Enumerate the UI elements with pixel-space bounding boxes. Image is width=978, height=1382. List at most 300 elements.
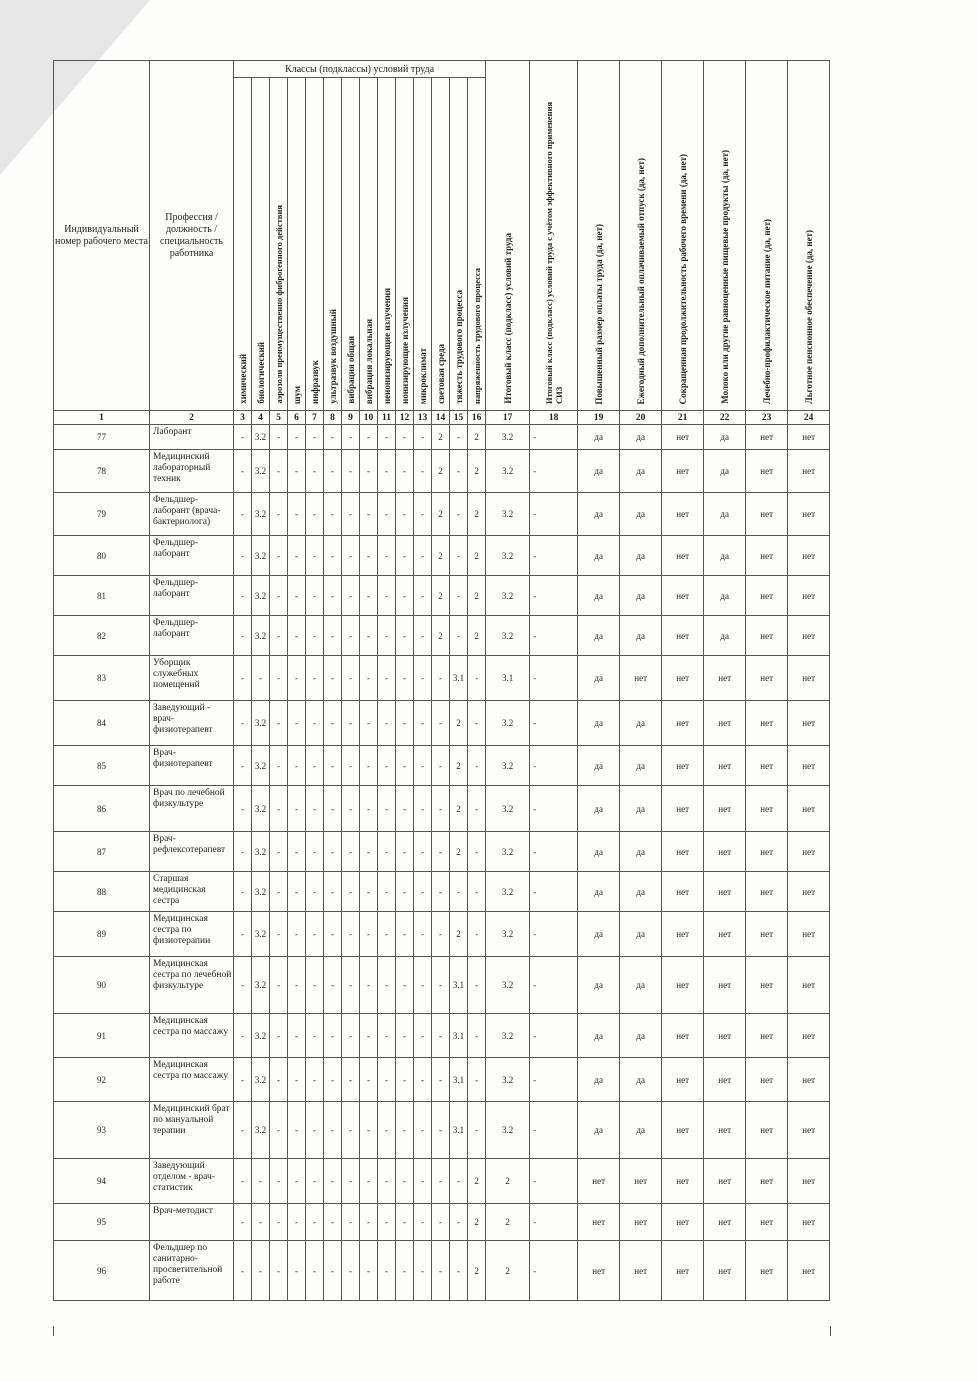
guarantee-cell: нет — [788, 616, 830, 656]
factor-cell: - — [414, 1102, 432, 1159]
factor-cell: - — [342, 957, 360, 1014]
guarantee-cell: да — [620, 786, 662, 832]
guarantee-cell: нет — [704, 656, 746, 701]
factor-cell: - — [342, 1241, 360, 1301]
guarantee-cell: нет — [746, 1159, 788, 1204]
guarantee-cell: нет — [746, 616, 788, 656]
profession-cell: Фельдшер по санитарно-просветительной работе — [150, 1241, 234, 1301]
factor-cell: - — [468, 656, 486, 701]
factor-cell: - — [396, 957, 414, 1014]
factor-cell: - — [324, 450, 342, 493]
guarantee-cell: нет — [578, 1204, 620, 1241]
guarantee-cell: да — [578, 425, 620, 450]
guarantee-cell: нет — [746, 536, 788, 576]
factor-cell: - — [306, 701, 324, 746]
guarantee-cell: нет — [788, 576, 830, 616]
factor-cell: - — [288, 1204, 306, 1241]
column-number: 4 — [252, 411, 270, 425]
table-row — [54, 786, 830, 832]
table-row — [54, 746, 830, 786]
header-workplace-number: Индивидуальный номер рабочего места — [54, 61, 150, 411]
factor-cell: - — [468, 746, 486, 786]
factor-cell: - — [288, 576, 306, 616]
factor-cell: - — [450, 1159, 468, 1204]
factor-cell: - — [306, 1241, 324, 1301]
factor-cell: - — [414, 536, 432, 576]
guarantee-cell: нет — [662, 786, 704, 832]
guarantee-cell: нет — [662, 1014, 704, 1058]
table-row — [54, 912, 830, 957]
factor-cell: - — [414, 701, 432, 746]
final-class-siz-cell: - — [530, 493, 578, 536]
final-class-cell: 3.1 — [486, 656, 530, 701]
guarantee-cell: нет — [662, 493, 704, 536]
guarantee-cell: нет — [662, 616, 704, 656]
factor-cell: - — [288, 425, 306, 450]
factor-cell: - — [234, 450, 252, 493]
factor-cell: - — [396, 1241, 414, 1301]
factor-cell: - — [324, 746, 342, 786]
factor-cell: - — [270, 701, 288, 746]
factor-cell: 2 — [468, 616, 486, 656]
factor-cell: - — [360, 656, 378, 701]
factor-cell: - — [342, 1204, 360, 1241]
factor-cell: - — [306, 536, 324, 576]
profession-cell: Медицинская сестра по лечебной физкультуре — [150, 957, 234, 1014]
table-row — [54, 1241, 830, 1301]
factor-cell: - — [360, 536, 378, 576]
guarantee-cell: да — [704, 536, 746, 576]
factor-cell: - — [234, 832, 252, 872]
factor-cell: - — [306, 1204, 324, 1241]
factor-cell: - — [396, 872, 414, 912]
guarantee-cell: да — [578, 746, 620, 786]
guarantee-cell: нет — [578, 1241, 620, 1301]
guarantee-cell: нет — [662, 701, 704, 746]
factor-cell: - — [468, 1102, 486, 1159]
table-row — [54, 1159, 830, 1204]
profession-cell: Медицинская сестра по массажу — [150, 1058, 234, 1102]
final-class-siz-cell: - — [530, 1058, 578, 1102]
guarantee-cell: да — [620, 872, 662, 912]
factor-cell: - — [450, 1241, 468, 1301]
guarantee-cell: нет — [788, 493, 830, 536]
factor-cell: - — [306, 1014, 324, 1058]
guarantee-cell: да — [620, 493, 662, 536]
factor-cell: 3.2 — [252, 701, 270, 746]
guarantee-cell: нет — [704, 1014, 746, 1058]
guarantee-cell: да — [578, 786, 620, 832]
factor-cell: - — [270, 912, 288, 957]
factor-cell: - — [360, 786, 378, 832]
factor-cell: - — [342, 1058, 360, 1102]
factor-cell: - — [378, 656, 396, 701]
factor-cell: 3.2 — [252, 616, 270, 656]
guarantee-cell: нет — [788, 1159, 830, 1204]
factor-cell: 3.2 — [252, 450, 270, 493]
factor-cell: - — [270, 1102, 288, 1159]
workplace-number: 95 — [54, 1204, 150, 1241]
final-class-cell: 2 — [486, 1241, 530, 1301]
guarantee-cell: да — [578, 912, 620, 957]
factor-cell: - — [234, 1014, 252, 1058]
table-row — [54, 1102, 830, 1159]
factor-cell: - — [414, 832, 432, 872]
profession-cell: Лаборант — [150, 425, 234, 450]
final-class-siz-cell: - — [530, 832, 578, 872]
factor-cell: - — [270, 1241, 288, 1301]
profession-cell: Заведующий отделом - врач-статистик — [150, 1159, 234, 1204]
factor-cell: - — [306, 493, 324, 536]
profession-cell: Уборщик служебных помещений — [150, 656, 234, 701]
factor-cell: - — [234, 957, 252, 1014]
factor-cell: 2 — [468, 1241, 486, 1301]
guarantee-cell: нет — [788, 912, 830, 957]
final-class-cell: 3.2 — [486, 1102, 530, 1159]
factor-cell: - — [324, 912, 342, 957]
factor-cell: - — [234, 1102, 252, 1159]
profession-cell: Врач-методист — [150, 1204, 234, 1241]
guarantee-cell: нет — [662, 1102, 704, 1159]
profession-cell: Фельдшер-лаборант (врача-бактериолога) — [150, 493, 234, 536]
factor-cell: 3.2 — [252, 872, 270, 912]
factor-cell: - — [414, 576, 432, 616]
column-number: 17 — [486, 411, 530, 425]
guarantee-cell: нет — [746, 1014, 788, 1058]
guarantee-cell: да — [578, 701, 620, 746]
header-factor-10: вибрация локальная — [360, 78, 378, 411]
profession-cell: Старшая медицинская сестра — [150, 872, 234, 912]
guarantee-cell: нет — [704, 1241, 746, 1301]
guarantee-cell: нет — [704, 832, 746, 872]
guarantee-cell: да — [620, 576, 662, 616]
guarantee-cell: да — [578, 656, 620, 701]
factor-cell: - — [414, 1241, 432, 1301]
guarantee-cell: нет — [746, 746, 788, 786]
factor-cell: - — [288, 701, 306, 746]
factor-cell: - — [360, 425, 378, 450]
final-class-cell: 2 — [486, 1204, 530, 1241]
guarantee-cell: нет — [746, 1241, 788, 1301]
guarantee-cell: нет — [662, 656, 704, 701]
table-row — [54, 832, 830, 872]
factor-cell: 3.2 — [252, 576, 270, 616]
factor-cell: 2 — [432, 493, 450, 536]
workplace-number: 88 — [54, 872, 150, 912]
factor-cell: - — [270, 786, 288, 832]
factor-cell: - — [306, 656, 324, 701]
factor-cell: - — [360, 832, 378, 872]
guarantee-cell: да — [620, 1014, 662, 1058]
final-class-cell: 2 — [486, 1159, 530, 1204]
factor-cell: - — [288, 493, 306, 536]
workplace-number: 93 — [54, 1102, 150, 1159]
guarantee-cell: нет — [662, 832, 704, 872]
factor-cell: - — [342, 1102, 360, 1159]
factor-cell: - — [378, 1159, 396, 1204]
column-number: 16 — [468, 411, 486, 425]
profession-cell: Фельдшер-лаборант — [150, 536, 234, 576]
guarantee-cell: да — [578, 616, 620, 656]
guarantee-cell: нет — [704, 957, 746, 1014]
final-class-cell: 3.2 — [486, 746, 530, 786]
header-profession: Профессия / должность / специальность работника — [150, 61, 234, 411]
guarantee-cell: нет — [788, 536, 830, 576]
factor-cell: - — [360, 1159, 378, 1204]
header-reduced-hours: Сокращенная продолжительность рабочего времени (да, нет) — [662, 61, 704, 411]
column-number: 11 — [378, 411, 396, 425]
factor-cell: - — [324, 1102, 342, 1159]
factor-cell: - — [324, 786, 342, 832]
final-class-siz-cell: - — [530, 425, 578, 450]
factor-cell: 2 — [450, 701, 468, 746]
factor-cell: 3.2 — [252, 493, 270, 536]
factor-cell: - — [234, 1204, 252, 1241]
factor-cell: - — [342, 872, 360, 912]
factor-cell: - — [396, 1058, 414, 1102]
table-continuation — [53, 1326, 831, 1336]
factor-cell: - — [378, 746, 396, 786]
factor-cell: 2 — [468, 1204, 486, 1241]
workplace-number: 94 — [54, 1159, 150, 1204]
factor-cell: - — [378, 576, 396, 616]
factor-cell: 3.2 — [252, 1102, 270, 1159]
final-class-siz-cell: - — [530, 1241, 578, 1301]
workplace-number: 92 — [54, 1058, 150, 1102]
factor-cell: - — [414, 746, 432, 786]
final-class-cell: 3.2 — [486, 912, 530, 957]
table-row — [54, 656, 830, 701]
factor-cell: 3.2 — [252, 1014, 270, 1058]
final-class-cell: 3.2 — [486, 425, 530, 450]
guarantee-cell: да — [620, 616, 662, 656]
factor-cell: - — [396, 1204, 414, 1241]
guarantee-cell: нет — [746, 832, 788, 872]
factor-cell: - — [270, 1058, 288, 1102]
column-number: 19 — [578, 411, 620, 425]
guarantee-cell: нет — [788, 701, 830, 746]
final-class-siz-cell: - — [530, 746, 578, 786]
factor-cell: 3.1 — [450, 656, 468, 701]
factor-cell: - — [378, 872, 396, 912]
factor-cell: - — [288, 1058, 306, 1102]
guarantee-cell: нет — [662, 536, 704, 576]
factor-cell: 3.2 — [252, 1058, 270, 1102]
factor-cell: - — [414, 1204, 432, 1241]
factor-cell: - — [342, 576, 360, 616]
guarantee-cell: нет — [788, 832, 830, 872]
header-final-class: Итоговый класс (подкласс) условий труда — [486, 61, 530, 411]
workplace-number: 85 — [54, 746, 150, 786]
header-factor-9: вибрация общая — [342, 78, 360, 411]
factor-cell: 3.2 — [252, 746, 270, 786]
guarantee-cell: нет — [704, 701, 746, 746]
final-class-siz-cell: - — [530, 656, 578, 701]
column-number: 13 — [414, 411, 432, 425]
factor-cell: - — [234, 616, 252, 656]
guarantee-cell: нет — [746, 576, 788, 616]
guarantee-cell: нет — [746, 656, 788, 701]
factor-cell: - — [450, 536, 468, 576]
final-class-siz-cell: - — [530, 701, 578, 746]
factor-cell: - — [342, 746, 360, 786]
workplace-number: 91 — [54, 1014, 150, 1058]
factor-cell: 2 — [468, 576, 486, 616]
factor-cell: 2 — [432, 450, 450, 493]
guarantee-cell: нет — [788, 425, 830, 450]
guarantee-cell: нет — [788, 1102, 830, 1159]
header-factor-8: ультразвук воздушный — [324, 78, 342, 411]
factor-cell: - — [360, 701, 378, 746]
factor-cell: 3.1 — [450, 1058, 468, 1102]
factor-cell: - — [288, 786, 306, 832]
factor-cell: - — [468, 832, 486, 872]
factor-cell: - — [306, 616, 324, 656]
guarantee-cell: нет — [662, 425, 704, 450]
factor-cell: - — [306, 912, 324, 957]
factor-cell: 3.1 — [450, 957, 468, 1014]
factor-cell: - — [324, 1159, 342, 1204]
factor-cell: - — [360, 912, 378, 957]
factor-cell: - — [468, 872, 486, 912]
factor-cell: - — [396, 616, 414, 656]
factor-cell: - — [414, 425, 432, 450]
factor-cell: - — [378, 1058, 396, 1102]
header-factor-15: тяжесть трудового процесса — [450, 78, 468, 411]
profession-cell: Медицинская сестра по массажу — [150, 1014, 234, 1058]
factor-cell: - — [342, 1014, 360, 1058]
factor-cell: - — [324, 1204, 342, 1241]
final-class-siz-cell: - — [530, 1204, 578, 1241]
column-number: 18 — [530, 411, 578, 425]
factor-cell: - — [324, 1058, 342, 1102]
header-pension: Льготное пенсионное обеспечение (да, нет) — [788, 61, 830, 411]
factor-cell: - — [414, 912, 432, 957]
final-class-cell: 3.2 — [486, 957, 530, 1014]
final-class-cell: 3.2 — [486, 450, 530, 493]
column-number: 22 — [704, 411, 746, 425]
profession-cell: Медицинский лабораторный техник — [150, 450, 234, 493]
factor-cell: - — [324, 832, 342, 872]
factor-cell: - — [468, 912, 486, 957]
guarantee-cell: нет — [620, 1159, 662, 1204]
guarantee-cell: да — [578, 576, 620, 616]
final-class-siz-cell: - — [530, 450, 578, 493]
factor-cell: - — [270, 1159, 288, 1204]
profession-cell: Врач по лечебной физкультуре — [150, 786, 234, 832]
header-milk: Молоко или другие равноценные пищевые продукты (да, нет) — [704, 61, 746, 411]
factor-cell: - — [414, 957, 432, 1014]
factor-cell: - — [234, 1058, 252, 1102]
factor-cell: - — [252, 656, 270, 701]
final-class-siz-cell: - — [530, 912, 578, 957]
factor-cell: - — [396, 786, 414, 832]
factor-cell: 2 — [468, 493, 486, 536]
table-row — [54, 872, 830, 912]
column-number: 10 — [360, 411, 378, 425]
factor-cell: - — [342, 425, 360, 450]
factor-cell: - — [306, 957, 324, 1014]
guarantee-cell: нет — [662, 1204, 704, 1241]
factor-cell: - — [450, 616, 468, 656]
column-number: 3 — [234, 411, 252, 425]
guarantee-cell: нет — [704, 1159, 746, 1204]
factor-cell: - — [234, 536, 252, 576]
column-number: 12 — [396, 411, 414, 425]
factor-cell: - — [450, 493, 468, 536]
guarantee-cell: нет — [704, 786, 746, 832]
factor-cell: - — [306, 1058, 324, 1102]
factor-cell: - — [288, 1102, 306, 1159]
factor-cell: - — [378, 616, 396, 656]
factor-cell: - — [252, 1159, 270, 1204]
guarantee-cell: да — [578, 957, 620, 1014]
guarantee-cell: нет — [788, 450, 830, 493]
factor-cell: - — [414, 450, 432, 493]
guarantee-cell: нет — [620, 656, 662, 701]
factor-cell: - — [432, 1241, 450, 1301]
factor-cell: - — [342, 493, 360, 536]
factor-cell: - — [324, 872, 342, 912]
guarantee-cell: нет — [746, 1102, 788, 1159]
factor-cell: 2 — [450, 786, 468, 832]
profession-cell: Фельдшер-лаборант — [150, 576, 234, 616]
column-number: 20 — [620, 411, 662, 425]
factor-cell: - — [378, 536, 396, 576]
factor-cell: - — [450, 450, 468, 493]
factor-cell: - — [324, 1241, 342, 1301]
final-class-cell: 3.2 — [486, 493, 530, 536]
workplace-number: 77 — [54, 425, 150, 450]
factor-cell: - — [234, 701, 252, 746]
factor-cell: - — [306, 786, 324, 832]
factor-cell: - — [234, 576, 252, 616]
factor-cell: - — [342, 832, 360, 872]
factor-cell: - — [414, 1058, 432, 1102]
factor-cell: - — [270, 576, 288, 616]
factor-cell: - — [288, 1014, 306, 1058]
column-number: 23 — [746, 411, 788, 425]
guarantee-cell: нет — [704, 1102, 746, 1159]
guarantee-cell: нет — [746, 1058, 788, 1102]
factor-cell: - — [378, 493, 396, 536]
final-class-cell: 3.2 — [486, 872, 530, 912]
factor-cell: - — [378, 450, 396, 493]
profession-cell: Медицинский брат по мануальной терапии — [150, 1102, 234, 1159]
factor-cell: - — [360, 1102, 378, 1159]
workplace-number: 89 — [54, 912, 150, 957]
factor-cell: - — [432, 701, 450, 746]
guarantee-cell: нет — [662, 957, 704, 1014]
factor-cell: - — [414, 872, 432, 912]
factor-cell: - — [414, 656, 432, 701]
factor-cell: - — [360, 1241, 378, 1301]
table-row — [54, 616, 830, 656]
factor-cell: - — [468, 786, 486, 832]
factor-cell: - — [270, 493, 288, 536]
factor-cell: - — [306, 872, 324, 912]
factor-cell: - — [468, 701, 486, 746]
guarantee-cell: нет — [746, 786, 788, 832]
factor-cell: - — [468, 1014, 486, 1058]
guarantee-cell: нет — [788, 786, 830, 832]
factor-cell: - — [306, 832, 324, 872]
factor-cell: - — [396, 1014, 414, 1058]
guarantee-cell: да — [704, 493, 746, 536]
factor-cell: - — [468, 1058, 486, 1102]
factor-cell: - — [432, 1014, 450, 1058]
factor-cell: - — [360, 872, 378, 912]
